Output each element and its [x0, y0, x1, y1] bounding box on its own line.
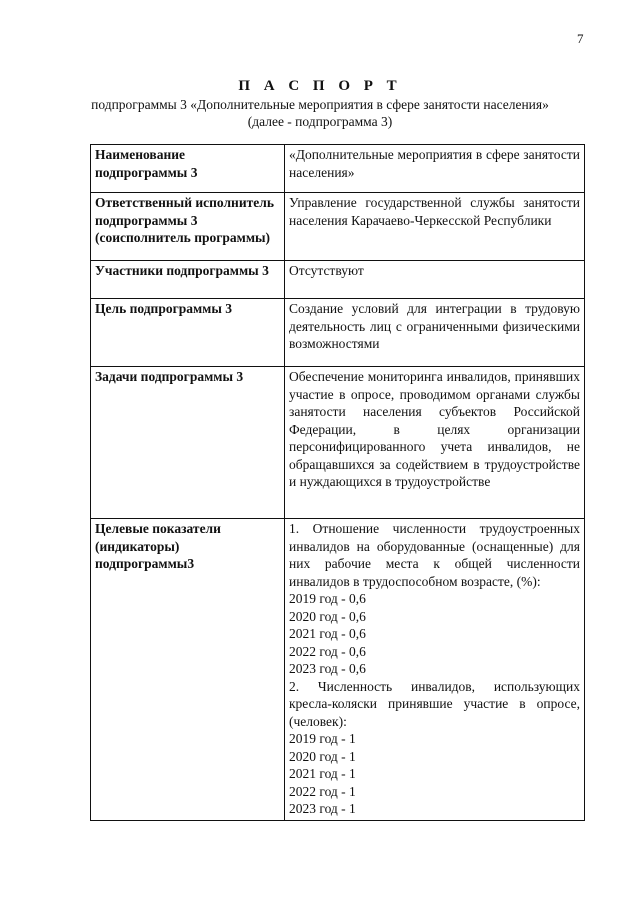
- row-value: Управление государственной службы занятости населения Карачаево-Черкесской Республики: [285, 193, 585, 261]
- passport-table: [90, 144, 585, 821]
- indicator-line: 2019 год - 1: [289, 731, 356, 746]
- row-label: Цель подпрограммы 3: [91, 299, 285, 367]
- document-subtitle: подпрограммы 3 «Дополнительные мероприятия в сфере занятости населения» (далее - подпрограмма 3): [91, 97, 549, 129]
- row-value: Обеспечение мониторинга инвалидов, принявших участие в опросе, проводимом органами службы занятости населения субъектов Российской Федерации, в целях организации персонифицированного учета инвалидов, не обращавшихся за содействием в трудоустройстве и нуждающихся в трудоустройстве: [285, 367, 585, 519]
- table-row-participants: [91, 261, 585, 299]
- indicator-line: 2022 год - 1: [289, 783, 356, 799]
- row-label: Ответственный исполнитель подпрограммы 3 (соисполнитель программы): [91, 193, 285, 261]
- indicator-line: 2023 год - 0,6: [289, 661, 366, 676]
- row-label: Задачи подпрограммы 3: [91, 367, 285, 519]
- indicator-line: 2. Численность инвалидов, использующих кресла-коляски принявшие участие в опросе, (человек):: [289, 678, 580, 729]
- table-row-goal: [91, 299, 585, 367]
- row-value: Создание условий для интеграции в трудовую деятельность лиц с ограниченными физическими возможностями: [285, 299, 585, 367]
- indicator-line: 1. Отношение численности трудоустроенных инвалидов на оборудованные (оснащенные) для них рабочие места к общей численности инвалидов в трудоспособном возрасте, (%):: [289, 521, 580, 589]
- table-row-name: [91, 145, 585, 193]
- indicator-line: 2020 год - 0,6: [289, 608, 366, 624]
- row-label: Наименование подпрограммы 3: [91, 145, 285, 193]
- indicator-line: 2023 год - 1: [289, 801, 356, 816]
- row-label: Целевые показатели (индикаторы) подпрограммы3: [91, 519, 285, 821]
- indicator-line: 2021 год - 1: [289, 766, 356, 781]
- table-row-tasks: [91, 367, 585, 519]
- indicator-line: 2020 год - 1: [289, 748, 356, 764]
- table-row-executor: [91, 193, 585, 261]
- indicator-line: 2021 год - 0,6: [289, 626, 366, 641]
- table-row-indicators: [91, 519, 585, 821]
- row-value: [285, 519, 585, 821]
- row-value: Отсутствуют: [285, 261, 585, 299]
- indicator-line: 2019 год - 0,6: [289, 591, 366, 606]
- document-title: П А С П О Р Т: [238, 78, 402, 94]
- row-value: «Дополнительные мероприятия в сфере занятости населения»: [285, 145, 585, 193]
- indicator-line: 2022 год - 0,6: [289, 643, 366, 659]
- page-number: 7: [577, 31, 584, 46]
- row-label: Участники подпрограммы 3: [91, 261, 285, 299]
